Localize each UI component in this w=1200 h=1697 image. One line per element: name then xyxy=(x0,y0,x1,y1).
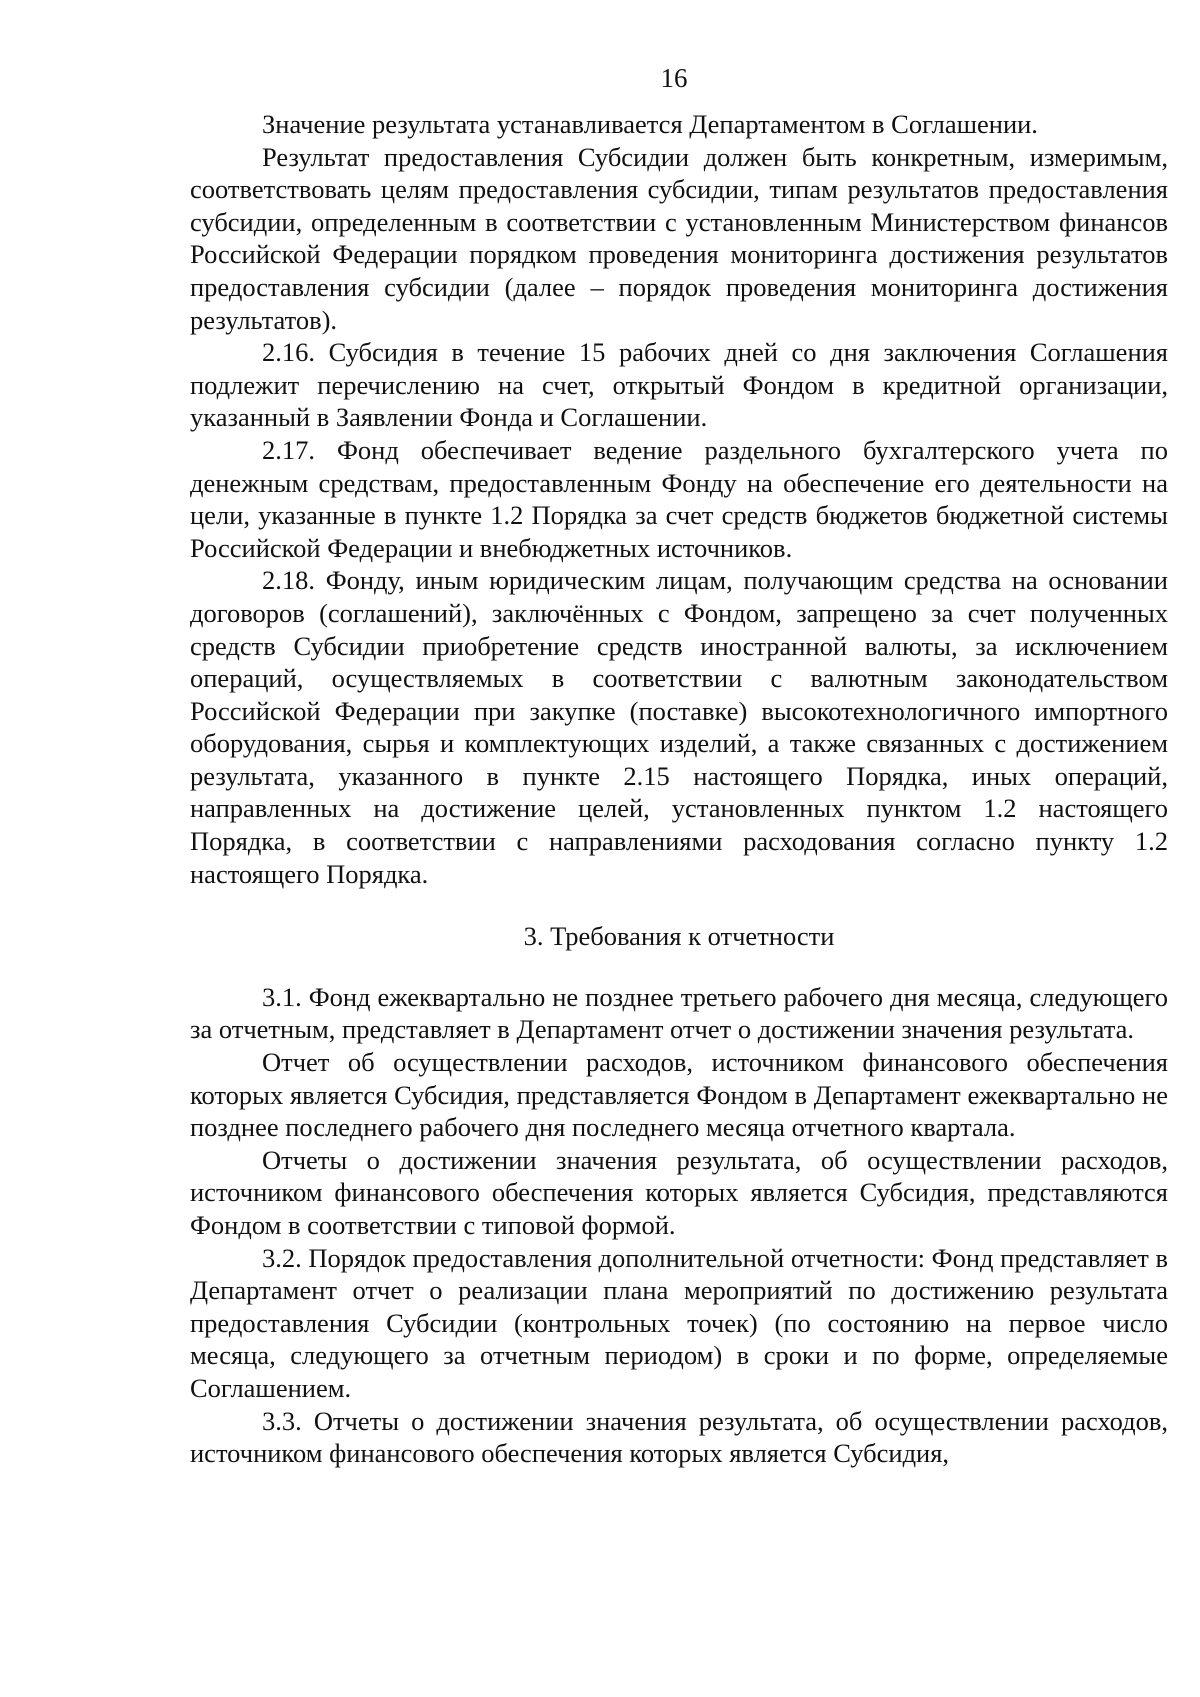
paragraph-expense-report: Отчет об осуществлении расходов, источником финансового обеспечения которых является Субсидия, представляется Фондом в Департамент ежеквартально не позднее последнего рабочего дня последнего месяца отчетного квартала. xyxy=(190,1047,1168,1143)
paragraph-3-1: 3.1. Фонд ежеквартально не позднее третьего рабочего дня месяца, следующего за отчетным, представляет в Департамент отчет о достижении значения результата. xyxy=(190,981,1168,1045)
page-number: 16 xyxy=(660,63,688,93)
section-heading: 3. Требования к отчетности xyxy=(523,921,835,952)
paragraph-report-form: Отчеты о достижении значения результата, об осуществлении расходов, источником финансового обеспечения которых является Субсидия, представляются Фондом в соответствии с типовой формой. xyxy=(190,1144,1168,1240)
paragraph-3-2: 3.2. Порядок предоставления дополнительной отчетности: Фонд представляет в Департамент отчет о реализации плана мероприятий по достижению результата предоставления Субсидии (контрольных точек) (по состоянию на первое число месяца, следующего за отчетным периодом) в сроки и по форме, определяемые Соглашением. xyxy=(190,1242,1168,1403)
paragraph-2-16: 2.16. Субсидия в течение 15 рабочих дней со дня заключения Соглашения подлежит перечислению на счет, открытый Фондом в кредитной организации, указанный в Заявлении Фонда и Соглашении. xyxy=(190,337,1168,433)
paragraph-2-17: 2.17. Фонд обеспечивает ведение раздельного бухгалтерского учета по денежным средствам, предоставленным Фонду на обеспечение его деятельности на цели, указанные в пункте 1.2 Порядка за счет средств бюджетов бюджетной системы Российской Федерации и внебюджетных источников. xyxy=(190,434,1168,563)
page-content xyxy=(190,108,1168,1470)
paragraph-result-value: Значение результата устанавливается Департаментом в Соглашении. xyxy=(262,109,1038,139)
paragraph-result-requirements: Результат предоставления Субсидии должен быть конкретным, измеримым, соответствовать целям предоставления субсидии, типам результатов предоставления субсидии, определенным в соответствии с установленным Министерством финансов Российской Федерации порядком проведения мониторинга достижения результатов предоставления субсидии (далее – порядок проведения мониторинга достижения результатов). xyxy=(190,141,1168,335)
paragraph-2-18: 2.18. Фонду, иным юридическим лицам, получающим средства на основании договоров (соглашений), заключённых с Фондом, запрещено за счет полученных средств Субсидии приобретение средств иностранной валюты, за исключением операций, осуществляемых в соответствии с валютным законодательством Российской Федерации при закупке (поставке) высокотехнологичного импортного оборудования, сырья и комплектующих изделий, а также связанных с достижением результата, указанного в пункте 2.15 настоящего Порядка, иных операций, направленных на достижение целей, установленных пунктом 1.2 настоящего Порядка, в соответствии с направлениями расходования согласно пункту 1.2 настоящего Порядка. xyxy=(190,565,1168,889)
paragraph-3-3: 3.3. Отчеты о достижении значения результата, об осуществлении расходов, источником финансового обеспечения которых является Субсидия, xyxy=(190,1405,1168,1469)
